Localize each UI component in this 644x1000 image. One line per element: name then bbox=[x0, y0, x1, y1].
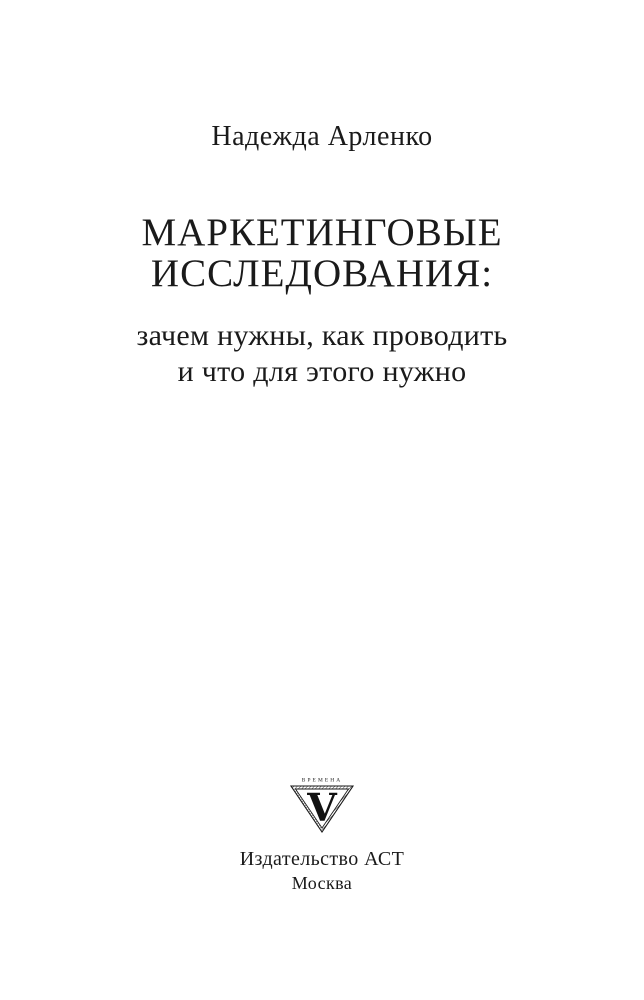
book-subtitle bbox=[0, 318, 644, 390]
book-title-line2: ИССЛЕДОВАНИЯ: bbox=[150, 252, 494, 295]
book-title-line1: МАРКЕТИНГОВЫЕ bbox=[141, 211, 503, 254]
book-subtitle-line1: зачем нужны, как проводить bbox=[136, 319, 508, 352]
author-name: Надежда Арленко bbox=[211, 121, 433, 152]
publisher-name: Издательство АСТ bbox=[239, 848, 405, 870]
logo-v-letter: V bbox=[307, 785, 337, 830]
publisher-logo bbox=[0, 774, 644, 836]
book-subtitle-line2: и что для этого нужно bbox=[177, 355, 467, 388]
book-title bbox=[0, 212, 644, 294]
imprint-name-text: ВРЕМЕНА bbox=[301, 777, 343, 784]
publisher-city: Москва bbox=[291, 873, 353, 893]
imprint-triangle-logo-icon bbox=[289, 774, 355, 836]
